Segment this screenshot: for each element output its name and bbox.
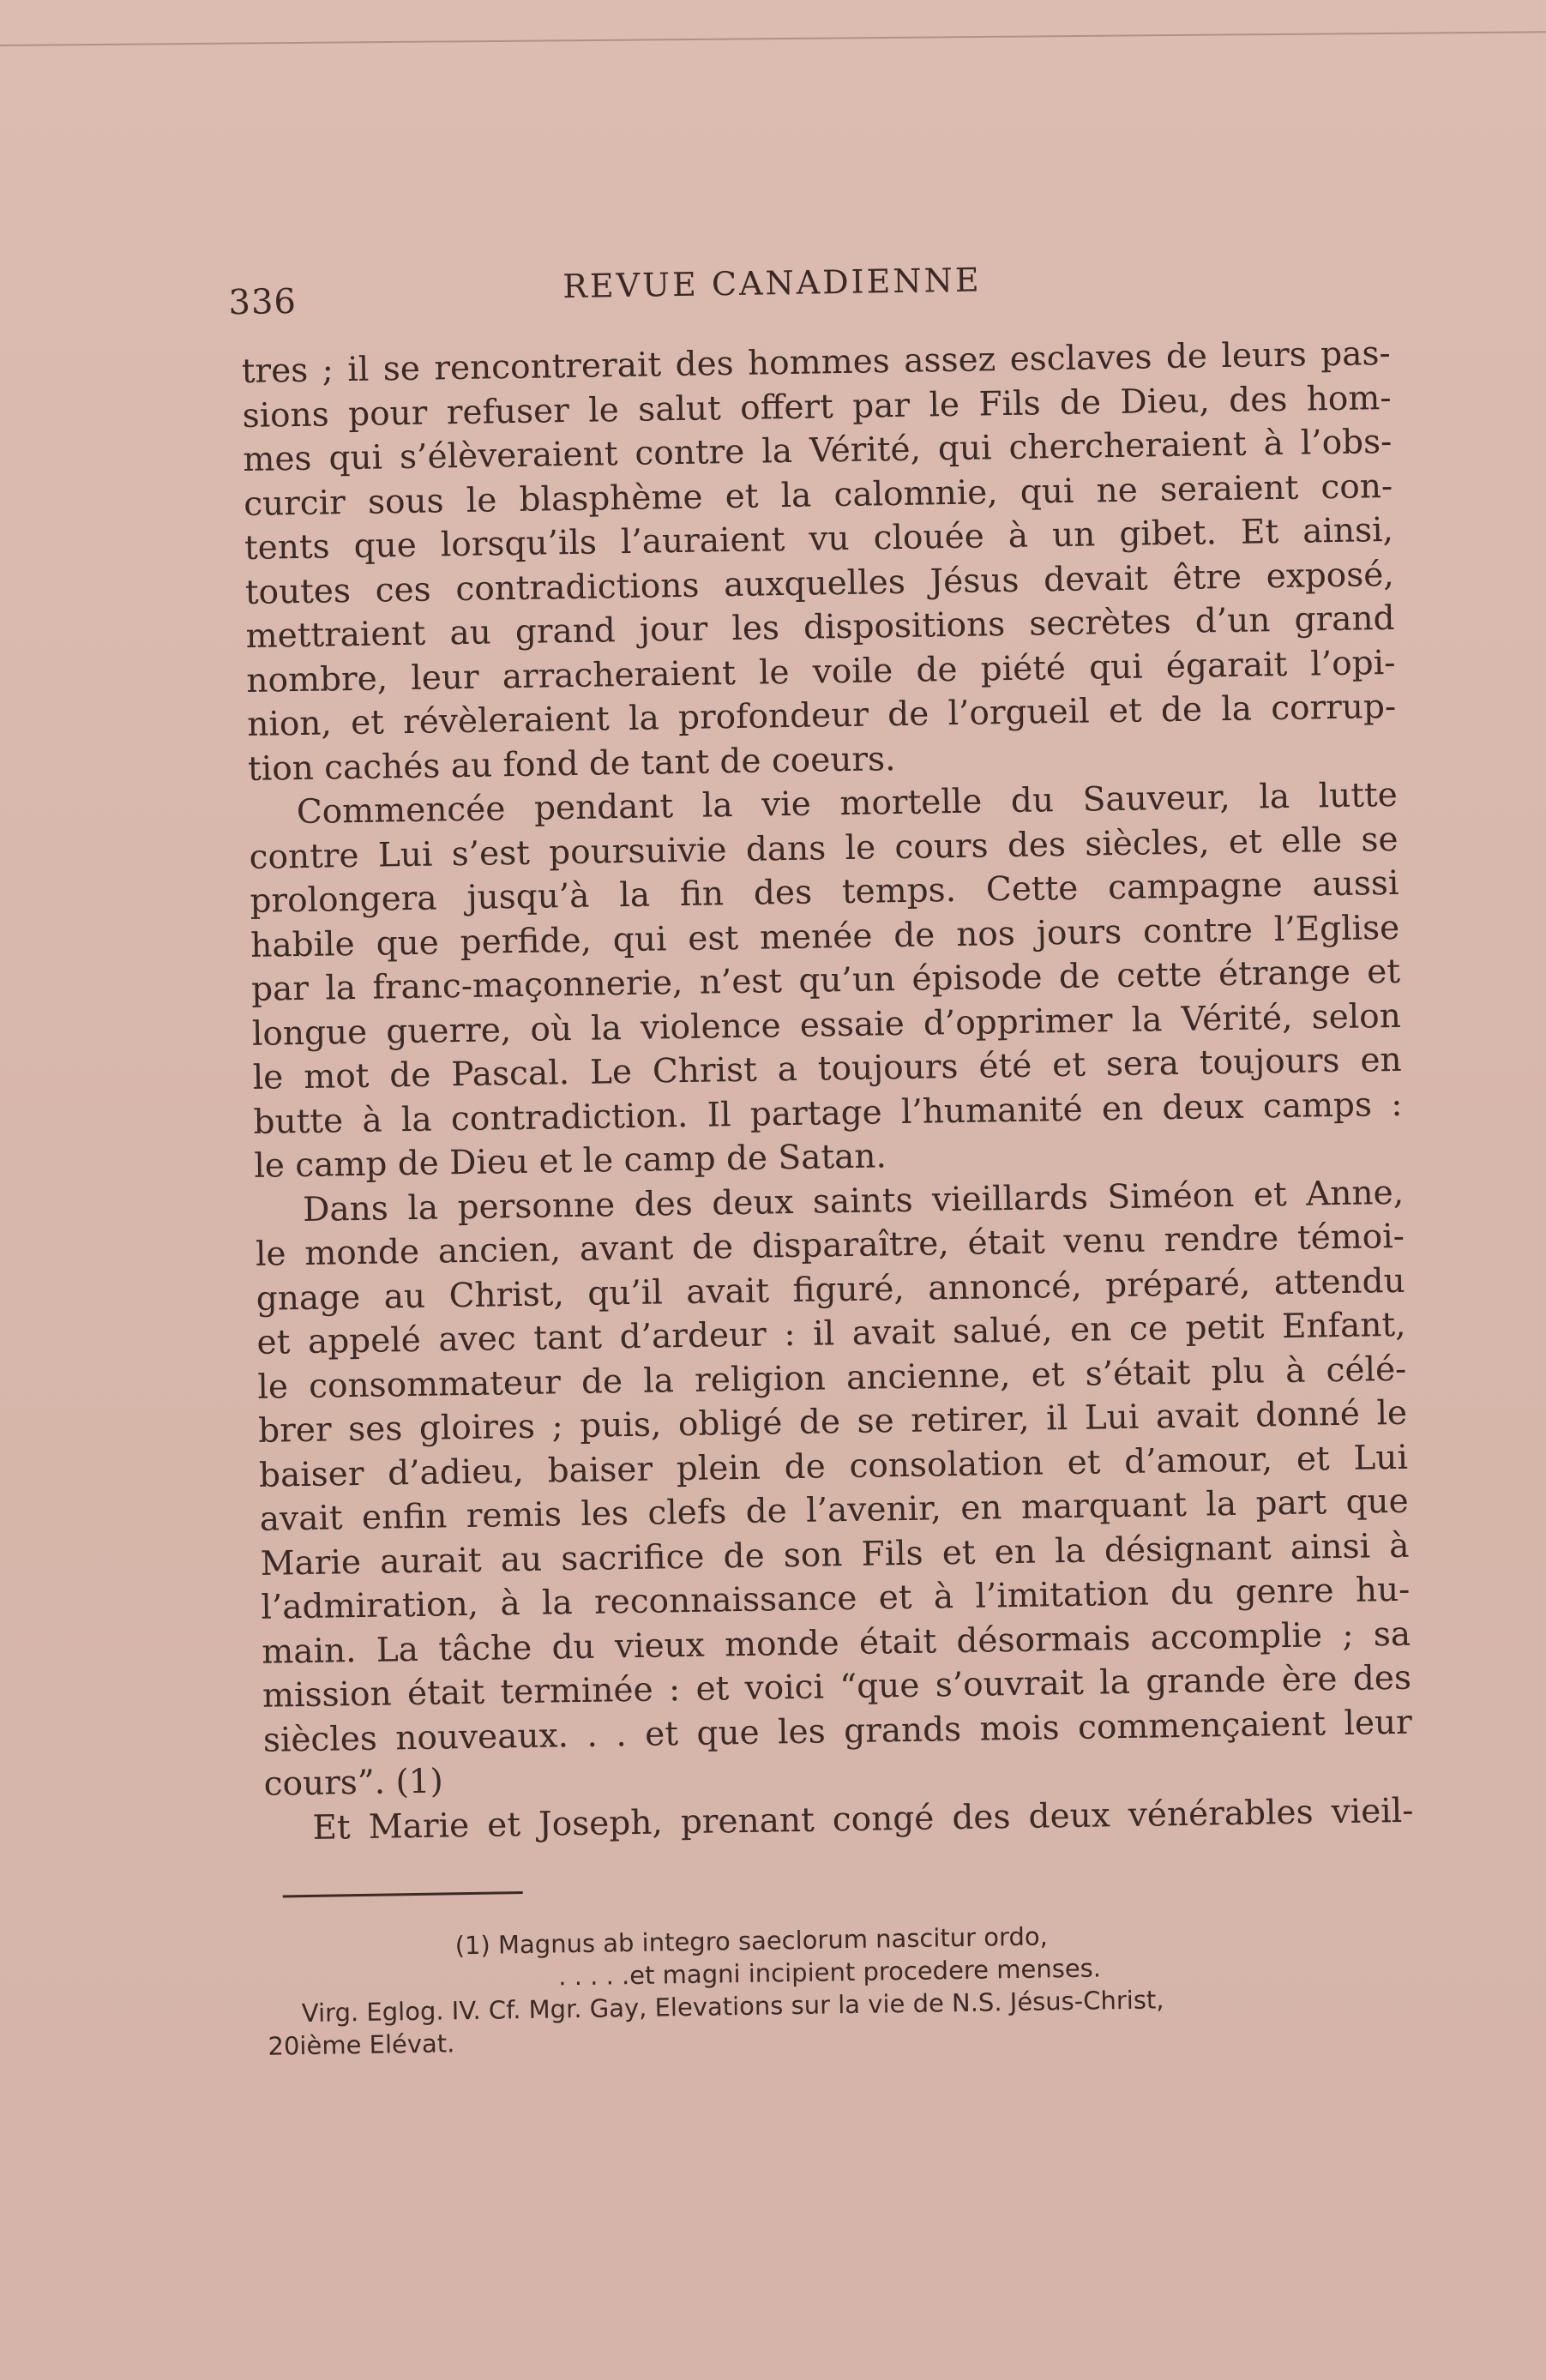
footnote-line: (1) Magnus ab integro saeclorum nascitur ordo,: [454, 1921, 1049, 1961]
paragraph-2: [249, 773, 1404, 1188]
text-line: baiser d’adieu, baiser plein de consolation et d’amour, et Lui: [258, 1438, 1409, 1495]
paragraph-1: [241, 332, 1397, 791]
text-line: curcir sous le blasphème et la calomnie, qui ne seraient con-: [243, 466, 1393, 524]
text-line: le camp de Dieu et le camp de Satan.: [254, 1137, 887, 1186]
text-line: tion cachés au fond de tant de coeurs.: [247, 739, 896, 789]
footnote-rule: [283, 1891, 523, 1897]
text-line: avait enfin remis les clefs de l’avenir, en marquant la part que: [259, 1481, 1410, 1539]
text-line: habile que perfide, qui est menée de nos jours contre l’Eglise: [250, 908, 1400, 965]
text-line: tents que lorsqu’ils l’auraient vu clouée à un gibet. Et ainsi,: [244, 510, 1394, 568]
text-line: et appelé avec tant d’ardeur : il avait salué, en ce petit Enfant,: [256, 1305, 1406, 1362]
text-line: Et Marie et Joseph, prenant congé des deux vénérables vieil-: [312, 1791, 1414, 1848]
text-line: Dans la personne des deux saints vieillards Siméon et Anne,: [302, 1173, 1405, 1229]
footnote-line: . . . . .et magni incipient procedere menses.: [557, 1953, 1102, 1992]
text-line: l’admiration, à la reconnaissance et à l’imitation du genre hu-: [261, 1570, 1411, 1627]
running-title: REVUE CANADIENNE: [562, 261, 982, 306]
text-line: contre Lui s’est poursuivie dans le cours des siècles, et elle se: [249, 820, 1399, 877]
page-number: 336: [228, 281, 298, 323]
text-line: Marie aurait au sacrifice de son Fils et en la désignant ainsi à: [260, 1526, 1410, 1584]
text-line: longue guerre, où la violence essaie d’opprimer la Vérité, selon: [251, 996, 1402, 1054]
text-line: brer ses gloires ; puis, obligé de se retirer, il Lui avait donné le: [257, 1393, 1408, 1451]
text-line: prolongera jusqu’à la fin des temps. Cette campagne aussi: [250, 863, 1399, 921]
body-text: [241, 332, 1413, 1851]
text-block: [228, 255, 1417, 2063]
text-line: toutes ces contradictions auxquelles Jésus devait être exposé,: [244, 555, 1395, 612]
text-line: mes qui s’élèveraient contre la Vérité, qui chercheraient à l’obs-: [243, 422, 1393, 479]
text-line: gnage au Christ, qu’il avait figuré, annoncé, préparé, attendu: [256, 1261, 1405, 1319]
text-line: mettraient au grand jour les dispositions secrètes d’un grand: [245, 598, 1395, 656]
text-line: Commencée pendant la vie mortelle du Sauveur, la lutte: [296, 775, 1399, 832]
text-line: le monde ancien, avant de disparaître, était venu rendre témoi-: [255, 1217, 1405, 1274]
text-line: nombre, leur arracheraient le voile de piété qui égarait l’opi-: [246, 643, 1396, 700]
footnote-line: 20ième Elévat.: [268, 2028, 455, 2061]
text-line: mission était terminée : et voici “que s’ouvrait la grande ère des: [262, 1658, 1412, 1716]
text-line: nion, et révèleraient la profondeur de l’orgueil et de la corrup-: [246, 687, 1397, 744]
footnotes: [266, 1914, 1417, 2063]
text-line: butte à la contradiction. Il partage l’humanité en deux camps :: [253, 1085, 1403, 1142]
text-line: cours”. (1): [263, 1762, 444, 1804]
footnote-line: Virg. Eglog. IV. Cf. Mgr. Gay, Elevations sur la vie de N.S. Jésus-Christ,: [301, 1985, 1164, 2028]
text-line: main. La tâche du vieux monde était désormais accomplie ; sa: [261, 1614, 1411, 1672]
text-line: siècles nouveaux. . . et que les grands mois commençaient leur: [262, 1703, 1413, 1760]
text-line: sions pour refuser le salut offert par le Fils de Dieu, des hom-: [242, 378, 1392, 436]
text-line: par la franc-maçonnerie, n’est qu’un épisode de cette étrange et: [250, 952, 1401, 1009]
text-line: le mot de Pascal. Le Christ a toujours été et sera toujours en: [252, 1040, 1402, 1097]
text-line: tres ; il se rencontrerait des hommes assez esclaves de leurs pas-: [241, 334, 1392, 391]
top-edge-rule: [0, 31, 1546, 46]
paragraph-3: [255, 1170, 1413, 1806]
text-line: le consommateur de la religion ancienne, et s’était plu à célé-: [257, 1349, 1407, 1407]
